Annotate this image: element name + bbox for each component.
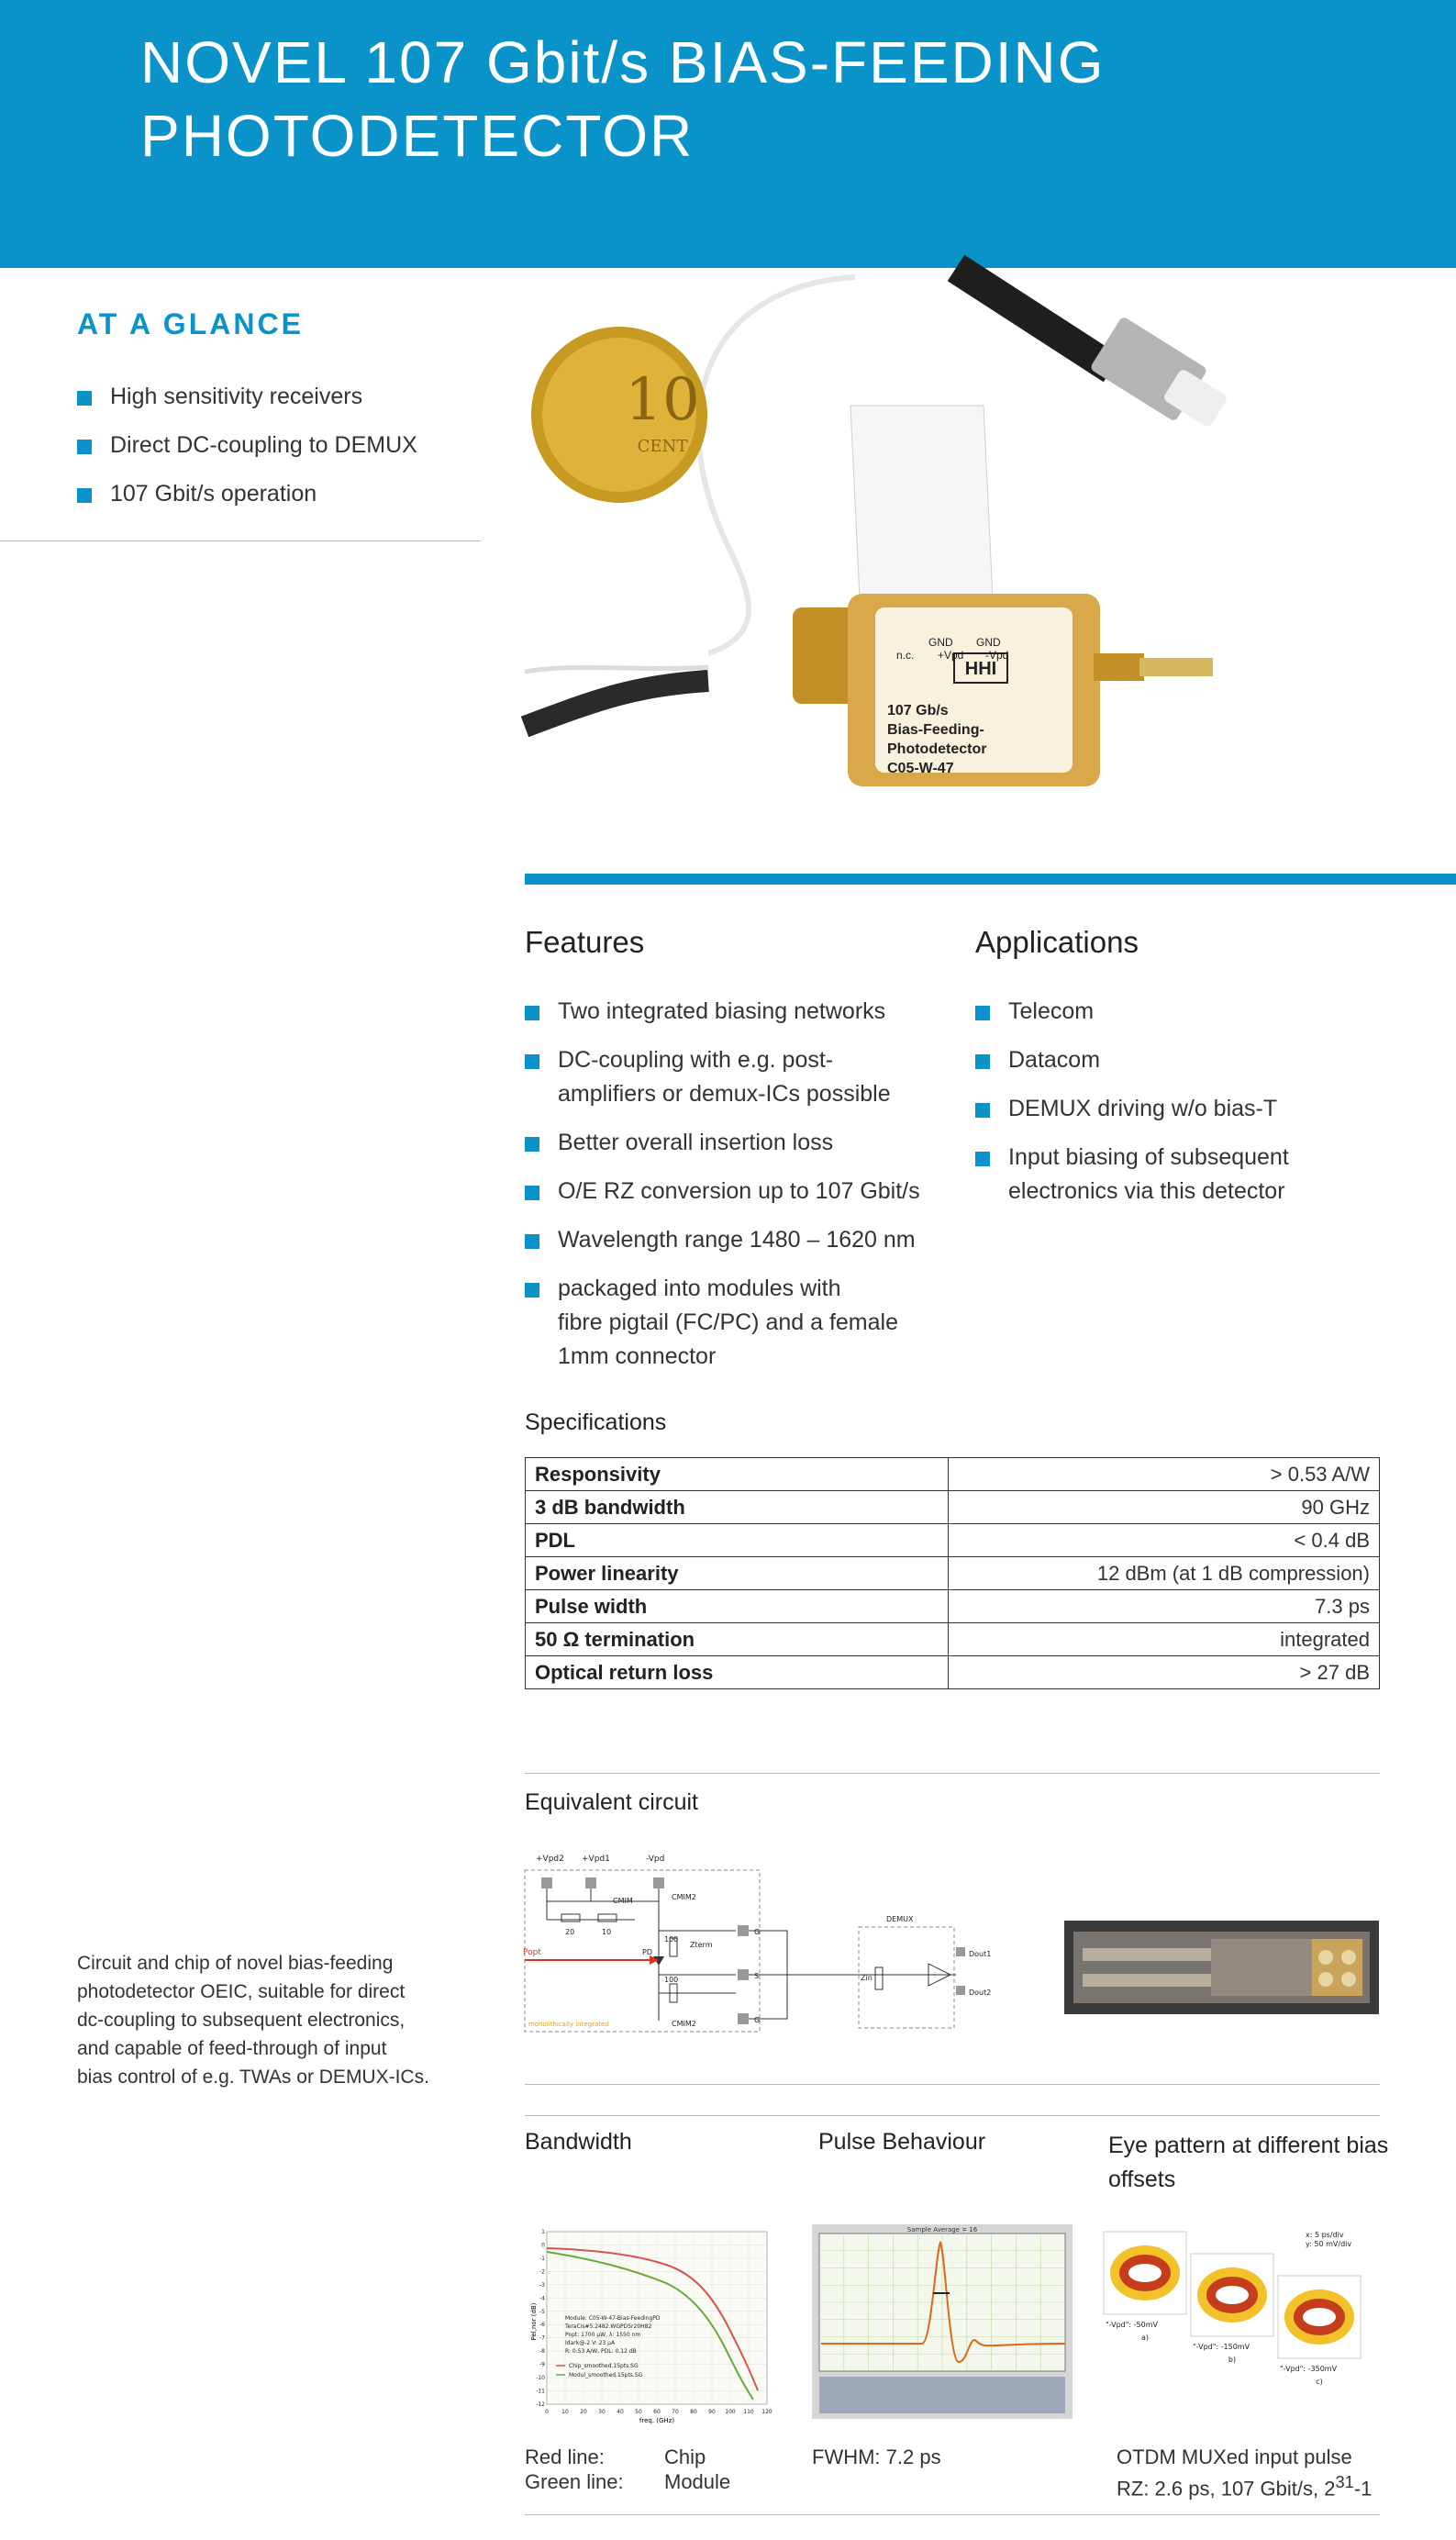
pin-label: GND <box>928 636 953 649</box>
list-item-text: 107 Gbit/s operation <box>110 481 317 507</box>
list-item-text: Better overall insertion loss <box>558 1130 834 1155</box>
eye-pattern-plot <box>1104 2224 1379 2408</box>
spec-name: Optical return loss <box>526 1656 949 1689</box>
label-monolithic: monolithically integrated <box>528 2021 609 2028</box>
bullet-icon <box>975 1054 990 1069</box>
spec-name: 50 Ω termination <box>526 1623 949 1656</box>
label-vpd2: +Vpd2 <box>536 1855 564 1864</box>
list-item-text: DC-coupling with e.g. post- <box>558 1047 834 1073</box>
caption-line: photodetector OEIC, suitable for direct <box>77 1981 406 2002</box>
x-tick-label: 0 <box>545 2409 549 2415</box>
label-cmim2-bottom: CMIM2 <box>672 2020 696 2028</box>
eye-sub: c) <box>1316 2378 1323 2386</box>
x-tick-label: 60 <box>653 2409 661 2415</box>
equivalent-circuit-title: Equivalent circuit <box>525 1789 698 1815</box>
bullet-icon <box>525 1283 539 1298</box>
y-tick-label: -10 <box>536 2375 545 2382</box>
features-title: Features <box>525 925 645 959</box>
specifications-table <box>525 1457 1380 1689</box>
spec-value: 7.3 ps <box>949 1590 1380 1623</box>
pulse-plot <box>812 2224 1073 2419</box>
list-item <box>77 380 481 414</box>
product-photo <box>525 268 1456 844</box>
glance-title: AT A GLANCE <box>77 307 304 340</box>
specifications-title: Specifications <box>525 1409 667 1435</box>
list-item <box>525 1175 947 1209</box>
applications-title: Applications <box>975 925 1139 959</box>
bandwidth-plot <box>528 2230 774 2424</box>
list-item-text: High sensitivity receivers <box>110 384 363 409</box>
y-tick-label: -11 <box>536 2388 545 2395</box>
bullet-icon <box>77 391 92 406</box>
bandwidth-caption <box>525 2445 800 2494</box>
list-item-text: packaged into modules with <box>558 1276 841 1301</box>
list-item-text: amplifiers or demux-ICs possible <box>558 1081 891 1107</box>
y-tick-label: -2 <box>539 2268 545 2276</box>
list-item <box>525 1043 947 1111</box>
x-tick-label: 100 <box>725 2409 736 2415</box>
applications-list <box>975 995 1416 1223</box>
spec-row <box>526 1491 1380 1524</box>
list-item-text: DEMUX driving w/o bias-T <box>1008 1096 1278 1121</box>
spec-name: Power linearity <box>526 1557 949 1590</box>
list-item <box>975 1043 1416 1077</box>
list-item-text: Telecom <box>1008 998 1095 1024</box>
y-tick-label: -7 <box>539 2334 545 2342</box>
caption-label: Red line: <box>525 2445 605 2468</box>
x-tick-label: 70 <box>672 2409 679 2415</box>
x-tick-label: 40 <box>617 2409 624 2415</box>
x-tick-label: 10 <box>561 2409 569 2415</box>
label-demux: DEMUX <box>886 1915 914 1923</box>
eye-sub: b) <box>1228 2356 1237 2364</box>
pulse-behaviour-title: Pulse Behaviour <box>818 2129 986 2155</box>
bullet-icon <box>975 1006 990 1020</box>
label-dout1: Dout1 <box>969 1950 992 1958</box>
chip-photo <box>1064 1921 1379 2014</box>
title-line-2: PHOTODETECTOR <box>140 103 695 169</box>
divider <box>0 540 481 541</box>
pulse-caption: FWHM: 7.2 ps <box>812 2445 941 2468</box>
spec-name: 3 dB bandwidth <box>526 1491 949 1524</box>
eye-diagram <box>1191 2254 1273 2364</box>
pad-s: S <box>754 1972 760 1980</box>
glance-list <box>77 380 481 526</box>
x-tick-label: 30 <box>598 2409 606 2415</box>
spec-row <box>526 1458 1380 1491</box>
legend-line: TeraCis#5.2482.WGPD5r20H82 <box>565 2323 652 2330</box>
caption-row <box>525 2469 800 2494</box>
bandwidth-title: Bandwidth <box>525 2129 632 2155</box>
y-tick-label: -8 <box>539 2348 545 2356</box>
bullet-icon <box>525 1137 539 1152</box>
x-tick-label: 90 <box>708 2409 716 2415</box>
list-item-text: Datacom <box>1008 1047 1101 1073</box>
y-tick-label: 1 <box>541 2229 545 2235</box>
list-item <box>975 995 1416 1029</box>
legend-line: Idark@-2 V: 23 μA <box>565 2340 616 2346</box>
label-popt: Popt <box>523 1948 541 1957</box>
section-bar <box>525 874 1456 885</box>
legend-line: Module: C05-W-47-Bias-FeedingPD <box>565 2315 661 2322</box>
label-dout2: Dout2 <box>969 1989 992 1997</box>
spec-row <box>526 1557 1380 1590</box>
coin <box>531 327 707 503</box>
x-tick-label: 120 <box>761 2409 772 2415</box>
list-item-text: Input biasing of subsequent <box>1008 1144 1289 1170</box>
divider <box>525 2514 1380 2515</box>
coin-unit: CENT <box>637 437 688 456</box>
module-label-1: 107 Gb/s <box>887 703 949 719</box>
caption-label: Green line: <box>525 2470 624 2493</box>
caption-row <box>525 2445 800 2469</box>
eye-scale-x: x: 5 ps/div <box>1306 2231 1344 2239</box>
pad-g2: G <box>754 2016 761 2024</box>
list-item <box>525 1223 947 1257</box>
eye-scale-y: y: 50 mV/div <box>1306 2240 1352 2248</box>
eye-diagram <box>1104 2232 1186 2342</box>
circuit-caption <box>77 1949 462 2091</box>
label-r2: 10 <box>602 1928 612 1936</box>
equivalent-circuit-diagram <box>525 1846 1029 2037</box>
spec-row <box>526 1623 1380 1656</box>
spec-row <box>526 1590 1380 1623</box>
eye-pattern-title: Eye pattern at different bias offsets <box>1108 2133 1389 2192</box>
fc-connector <box>1089 316 1235 440</box>
pin-label: n.c. <box>896 649 915 662</box>
label-vpd-neg: -Vpd <box>646 1855 665 1864</box>
bullet-icon <box>77 440 92 454</box>
module-label-2: Bias-Feeding- <box>887 722 984 738</box>
eye-label: "-Vpd": -50mV <box>1106 2321 1158 2329</box>
y-tick-label: -1 <box>539 2255 545 2262</box>
bullet-icon <box>975 1103 990 1118</box>
spec-value: > 0.53 A/W <box>949 1458 1380 1491</box>
y-tick-label: -12 <box>536 2401 545 2408</box>
module-label-3: Photodetector <box>887 741 987 757</box>
list-item <box>77 477 481 511</box>
list-item-text: O/E RZ conversion up to 107 Gbit/s <box>558 1178 920 1204</box>
list-item <box>525 995 947 1029</box>
caption-line: dc-coupling to subsequent electronics, <box>77 2010 406 2031</box>
spec-row <box>526 1656 1380 1689</box>
spec-name: Responsivity <box>526 1458 949 1491</box>
label-cmim: CMIM <box>613 1897 633 1905</box>
y-tick-label: -3 <box>539 2281 545 2289</box>
bullet-icon <box>525 1234 539 1249</box>
pad-g1: G <box>754 1928 761 1936</box>
list-item <box>77 429 481 462</box>
title-line-1: NOVEL 107 Gbit/s BIAS-FEEDING <box>140 29 1106 95</box>
label-r1: 20 <box>565 1928 575 1936</box>
spec-name: PDL <box>526 1524 949 1557</box>
eye-caption-line2 <box>1117 2469 1392 2501</box>
spec-value: integrated <box>949 1623 1380 1656</box>
spec-value: < 0.4 dB <box>949 1524 1380 1557</box>
list-item-text: Two integrated biasing networks <box>558 998 886 1024</box>
spec-value: 90 GHz <box>949 1491 1380 1524</box>
y-tick-label: -6 <box>539 2322 545 2329</box>
bullet-icon <box>525 1186 539 1200</box>
caption-value: Chip <box>664 2445 706 2468</box>
bandwidth-ylabel: Pel,nor (dB) <box>530 2302 538 2341</box>
features-list <box>525 995 947 1388</box>
bullet-icon <box>975 1152 990 1166</box>
legend-line: R: 0.53 A/W, PDL: 0.12 dB <box>565 2348 637 2355</box>
y-tick-label: 0 <box>541 2242 545 2249</box>
list-item-text: fibre pigtail (FC/PC) and a female <box>558 1309 898 1335</box>
list-item <box>975 1092 1416 1126</box>
bullet-icon <box>525 1054 539 1069</box>
page-title <box>140 26 1333 173</box>
flex-ribbon <box>850 406 993 598</box>
eye-caption-line1: OTDM MUXed input pulse <box>1117 2445 1352 2468</box>
list-item-text: electronics via this detector <box>1008 1178 1285 1204</box>
label-cmim2: CMIM2 <box>672 1893 696 1901</box>
list-item <box>975 1141 1416 1209</box>
eye-sub: a) <box>1140 2334 1150 2342</box>
label-r3: 100 <box>664 1935 679 1944</box>
list-item-text: Direct DC-coupling to DEMUX <box>110 432 417 458</box>
eye-caption-text: RZ: 2.6 ps, 107 Gbit/s, 2 <box>1117 2477 1336 2501</box>
series-label: Modul_smoothed.15pts.SG <box>569 2372 643 2378</box>
pulse-top-label: Sample Average = 16 <box>906 2226 978 2234</box>
list-item <box>525 1272 947 1374</box>
list-item <box>525 1126 947 1160</box>
y-tick-label: -9 <box>539 2361 545 2368</box>
eye-diagram <box>1278 2276 1361 2386</box>
bandwidth-xlabel: freq. (GHz) <box>639 2417 675 2424</box>
eye-label: "-Vpd": -350mV <box>1280 2365 1338 2373</box>
label-r4: 100 <box>664 1976 679 1984</box>
eye-caption-sup: 31 <box>1335 2472 1354 2491</box>
label-zin: Zin <box>861 1974 872 1982</box>
caption-line: bias control of e.g. TWAs or DEMUX-ICs. <box>77 2067 429 2088</box>
fibre-cable <box>525 681 708 727</box>
label-zterm: Zterm <box>690 1941 713 1949</box>
y-tick-label: -5 <box>539 2308 545 2315</box>
coin-value: 10 <box>625 366 700 434</box>
hhi-logo: HHI <box>964 659 997 679</box>
bullet-icon <box>525 1006 539 1020</box>
spec-value: > 27 dB <box>949 1656 1380 1689</box>
eye-label: "-Vpd": -150mV <box>1193 2343 1250 2351</box>
pin-label: -Vpd <box>985 649 1009 662</box>
caption-value: Module <box>664 2470 731 2493</box>
bullet-icon <box>77 488 92 503</box>
spec-value: 12 dBm (at 1 dB compression) <box>949 1557 1380 1590</box>
legend-line: Popt: 1700 μW, λ: 1550 nm <box>565 2332 641 2338</box>
x-tick-label: 110 <box>743 2409 754 2415</box>
divider <box>525 1773 1380 1774</box>
module-housing <box>793 594 1213 786</box>
caption-line: Circuit and chip of novel bias-feeding <box>77 1953 394 1974</box>
divider <box>525 2084 1380 2085</box>
eye-caption-tail: -1 <box>1353 2477 1373 2501</box>
label-vpd1: +Vpd1 <box>582 1855 610 1864</box>
pin-label: +Vpd <box>938 649 964 662</box>
list-item-text: 1mm connector <box>558 1343 717 1369</box>
x-tick-label: 50 <box>635 2409 642 2415</box>
spec-name: Pulse width <box>526 1590 949 1623</box>
module-label-4: C05-W-47 <box>887 761 954 776</box>
x-tick-label: 80 <box>690 2409 697 2415</box>
label-pd: PD <box>642 1948 652 1956</box>
divider <box>525 2115 1380 2116</box>
series-label: Chip_smoothed.15pts.SG <box>569 2363 639 2369</box>
caption-line: and capable of feed-through of input <box>77 2038 387 2059</box>
y-tick-label: -4 <box>539 2295 545 2302</box>
spec-row <box>526 1524 1380 1557</box>
pin-label: GND <box>976 636 1001 649</box>
x-tick-label: 20 <box>580 2409 587 2415</box>
list-item-text: Wavelength range 1480 – 1620 nm <box>558 1227 916 1253</box>
eye-caption <box>1117 2445 1392 2501</box>
